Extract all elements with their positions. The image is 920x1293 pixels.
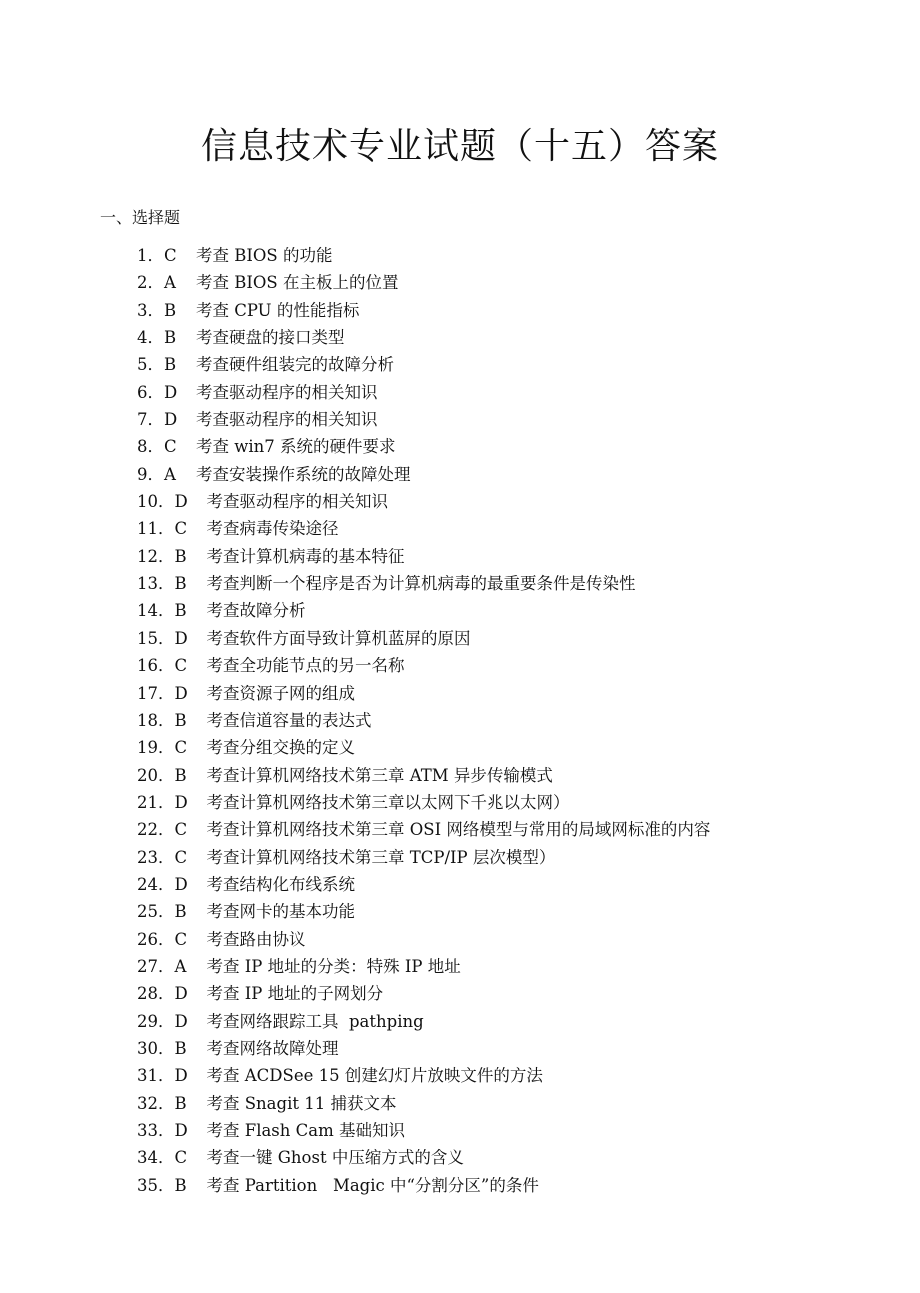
answer-number: 21． bbox=[137, 792, 175, 812]
answer-number: 30． bbox=[137, 1038, 175, 1058]
answer-choice: D bbox=[174, 1066, 188, 1086]
answer-item bbox=[137, 789, 907, 816]
answer-item bbox=[137, 844, 907, 871]
answer-item bbox=[137, 707, 907, 734]
answer-number: 28． bbox=[137, 984, 175, 1004]
answer-item bbox=[137, 1090, 907, 1117]
answer-choice: D bbox=[174, 874, 188, 894]
answer-description: 考查网络跟踪工具 pathping bbox=[206, 1011, 424, 1031]
answer-choice: D bbox=[174, 792, 188, 812]
answer-item bbox=[137, 1117, 907, 1144]
answer-number: 3． bbox=[137, 300, 164, 320]
answer-item bbox=[137, 1062, 907, 1089]
answer-number: 31． bbox=[137, 1066, 175, 1086]
answer-description: 考查 BIOS 的功能 bbox=[196, 246, 333, 265]
answer-choice: C bbox=[174, 820, 188, 840]
answer-choice: B bbox=[174, 1175, 187, 1195]
answer-number: 4． bbox=[137, 328, 164, 348]
answer-number: 35． bbox=[137, 1175, 175, 1195]
answer-number: 33． bbox=[137, 1121, 175, 1140]
answer-number: 18． bbox=[137, 710, 175, 730]
answer-choice: C bbox=[164, 246, 177, 265]
answer-choice: B bbox=[174, 902, 187, 922]
answer-description: 考查网络故障处理 bbox=[206, 1038, 339, 1058]
answer-description: 考查 CPU 的性能指标 bbox=[196, 300, 360, 320]
answer-description: 考查 BIOS 在主板上的位置 bbox=[196, 273, 399, 293]
answer-item bbox=[137, 652, 907, 679]
answer-description: 考查驱动程序的相关知识 bbox=[196, 382, 378, 402]
answer-choice: D bbox=[174, 492, 188, 512]
answer-choice: A bbox=[174, 956, 187, 976]
answer-item bbox=[137, 1008, 907, 1035]
answer-description: 考查 Snagit 11 捕获文本 bbox=[206, 1093, 397, 1113]
answer-item bbox=[137, 898, 907, 925]
answer-number: 17． bbox=[137, 683, 175, 703]
answer-item bbox=[137, 625, 907, 652]
answer-number: 6． bbox=[137, 382, 164, 402]
answer-description: 考查 IP 地址的子网划分 bbox=[206, 984, 384, 1004]
answer-description: 考查判断一个程序是否为计算机病毒的最重要条件是传染性 bbox=[206, 574, 636, 594]
answer-choice: D bbox=[174, 628, 188, 648]
answer-choice: D bbox=[174, 1011, 188, 1031]
answer-item bbox=[137, 242, 907, 269]
answer-description: 考查故障分析 bbox=[206, 601, 306, 621]
answer-number: 32． bbox=[137, 1093, 175, 1113]
answer-item bbox=[137, 570, 907, 597]
answer-item bbox=[137, 1172, 907, 1199]
answer-item bbox=[137, 762, 907, 789]
answer-choice: B bbox=[174, 765, 187, 785]
answer-number: 8． bbox=[137, 437, 164, 457]
answer-number: 26． bbox=[137, 929, 175, 949]
answer-description: 考查全功能节点的另一名称 bbox=[206, 656, 405, 676]
answer-choice: B bbox=[164, 328, 177, 348]
answer-number: 12． bbox=[137, 546, 175, 566]
answer-choice: D bbox=[164, 410, 178, 430]
answer-choice: A bbox=[164, 273, 176, 293]
answer-item bbox=[137, 1035, 907, 1062]
answer-description: 考查驱动程序的相关知识 bbox=[206, 492, 388, 512]
answer-choice: D bbox=[164, 382, 178, 402]
answer-description: 考查 ACDSee 15 创建幻灯片放映文件的方法 bbox=[206, 1066, 543, 1086]
answer-number: 20． bbox=[137, 765, 175, 785]
answer-item bbox=[137, 297, 907, 324]
answer-number: 25． bbox=[137, 902, 175, 922]
answer-item bbox=[137, 816, 907, 843]
answer-number: 22． bbox=[137, 820, 175, 840]
answer-number: 16． bbox=[137, 656, 175, 676]
answer-description: 考查 Flash Cam 基础知识 bbox=[206, 1121, 405, 1140]
answer-choice: C bbox=[174, 656, 188, 676]
answer-description: 考查硬件组装完的故障分析 bbox=[196, 355, 394, 375]
answer-description: 考查信道容量的表达式 bbox=[206, 710, 372, 730]
answer-number: 27． bbox=[137, 956, 175, 976]
answer-description: 考查路由协议 bbox=[206, 929, 306, 949]
answer-description: 考查计算机网络技术第三章以太网下千兆以太网） bbox=[206, 792, 570, 812]
answer-number: 19． bbox=[137, 738, 175, 758]
answer-item bbox=[137, 488, 907, 515]
answer-number: 13． bbox=[137, 574, 175, 594]
answer-number: 14． bbox=[137, 601, 175, 621]
answer-choice: D bbox=[174, 1121, 188, 1140]
answer-choice: C bbox=[174, 519, 188, 539]
answer-number: 34． bbox=[137, 1148, 175, 1168]
answer-item bbox=[137, 351, 907, 378]
answer-item bbox=[137, 980, 907, 1007]
answer-choice: B bbox=[174, 710, 187, 730]
answer-number: 7． bbox=[137, 410, 164, 430]
answer-description: 考查硬盘的接口类型 bbox=[196, 328, 345, 348]
answer-choice: C bbox=[174, 929, 188, 949]
answer-choice: B bbox=[174, 574, 187, 594]
answer-item bbox=[137, 379, 907, 406]
answer-description: 考查驱动程序的相关知识 bbox=[196, 410, 378, 430]
answer-number: 11． bbox=[137, 519, 175, 539]
answer-description: 考查资源子网的组成 bbox=[206, 683, 355, 703]
answer-choice: C bbox=[174, 738, 188, 758]
answer-choice: C bbox=[174, 847, 188, 867]
answer-choice: B bbox=[174, 1093, 187, 1113]
answer-item bbox=[137, 324, 907, 351]
answer-choice: A bbox=[164, 464, 176, 484]
answer-item bbox=[137, 515, 907, 542]
answer-item bbox=[137, 926, 907, 953]
answer-number: 23． bbox=[137, 847, 175, 867]
answer-choice: D bbox=[174, 984, 188, 1004]
answer-item bbox=[137, 461, 907, 488]
answer-choice: B bbox=[164, 355, 177, 375]
answer-number: 1． bbox=[137, 246, 164, 265]
answer-description: 考查一键 Ghost 中压缩方式的含义 bbox=[206, 1148, 464, 1168]
answer-description: 考查结构化布线系统 bbox=[206, 874, 355, 894]
answer-number: 29． bbox=[137, 1011, 175, 1031]
answer-description: 考查计算机病毒的基本特征 bbox=[206, 546, 405, 566]
answer-choice: B bbox=[174, 601, 187, 621]
answer-item bbox=[137, 269, 907, 296]
answer-item bbox=[137, 406, 907, 433]
answer-number: 15． bbox=[137, 628, 175, 648]
answer-item bbox=[137, 734, 907, 761]
answer-choice: B bbox=[174, 1038, 187, 1058]
answer-description: 考查 win7 系统的硬件要求 bbox=[196, 437, 396, 457]
answer-choice: C bbox=[164, 437, 177, 457]
answer-item bbox=[137, 433, 907, 460]
answer-choice: C bbox=[174, 1148, 188, 1168]
answer-number: 2． bbox=[137, 273, 164, 293]
answer-item bbox=[137, 953, 907, 980]
answer-description: 考查计算机网络技术第三章 TCP/IP 层次模型） bbox=[206, 847, 556, 867]
answer-choice: B bbox=[174, 546, 187, 566]
answer-item bbox=[137, 1144, 907, 1171]
answer-number: 5． bbox=[137, 355, 164, 375]
answer-choice: B bbox=[164, 300, 177, 320]
answer-description: 考查 Partition Magic 中“分割分区”的条件 bbox=[206, 1175, 539, 1195]
answer-item bbox=[137, 680, 907, 707]
answer-list bbox=[137, 242, 907, 1199]
answer-number: 24． bbox=[137, 874, 175, 894]
answer-description: 考查安装操作系统的故障处理 bbox=[196, 464, 411, 484]
answer-item bbox=[137, 597, 907, 624]
document-title: 信息技术专业试题（十五）答案 bbox=[200, 126, 719, 167]
answer-number: 10． bbox=[137, 492, 175, 512]
answer-description: 考查病毒传染途径 bbox=[206, 519, 339, 539]
answer-item bbox=[137, 871, 907, 898]
answer-number: 9． bbox=[137, 464, 164, 484]
answer-description: 考查网卡的基本功能 bbox=[206, 902, 355, 922]
answer-description: 考查计算机网络技术第三章 OSI 网络模型与常用的局域网标准的内容 bbox=[206, 820, 711, 840]
section-heading: 一、选择题 bbox=[100, 208, 181, 227]
answer-description: 考查计算机网络技术第三章 ATM 异步传输模式 bbox=[206, 765, 553, 785]
answer-description: 考查 IP 地址的分类：特殊 IP 地址 bbox=[206, 956, 461, 976]
answer-description: 考查分组交换的定义 bbox=[206, 738, 355, 758]
answer-item bbox=[137, 543, 907, 570]
answer-description: 考查软件方面导致计算机蓝屏的原因 bbox=[206, 628, 471, 648]
answer-choice: D bbox=[174, 683, 188, 703]
